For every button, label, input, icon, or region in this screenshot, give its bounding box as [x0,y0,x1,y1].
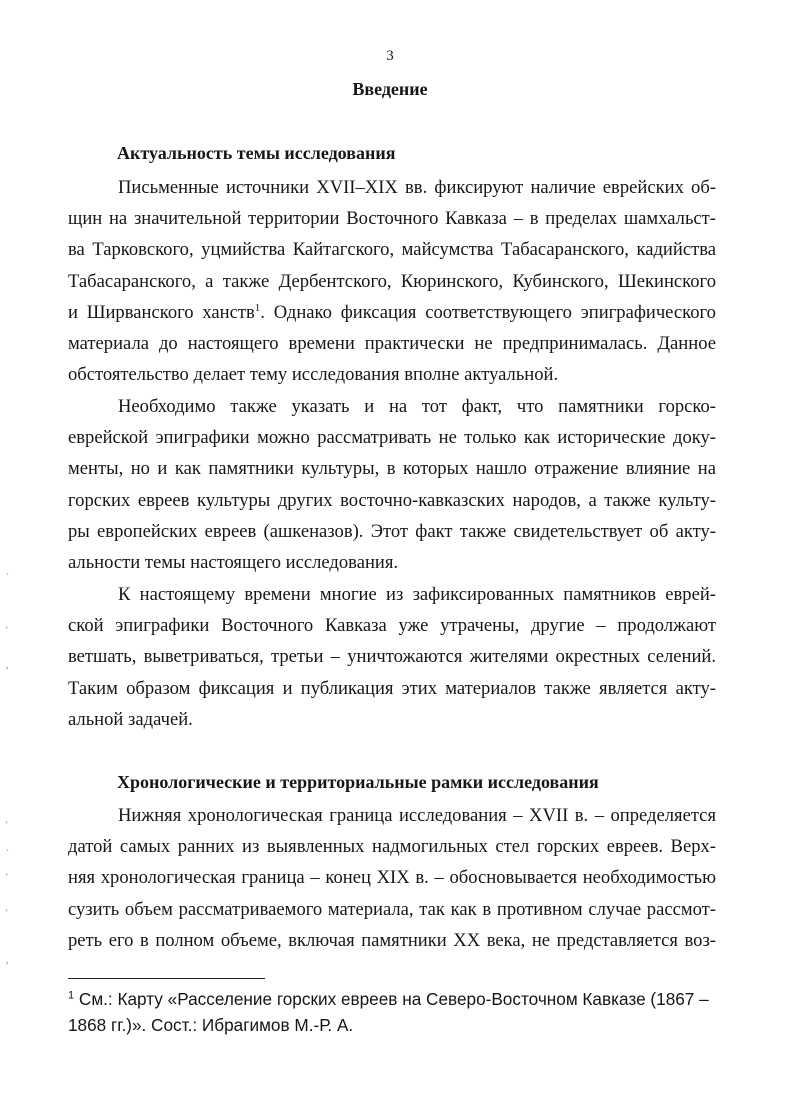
section-heading-relevance: Актуальность темы исследования [117,143,396,163]
text-line: материала до настоящего времени практически не предпринималась. Данное [68,332,716,354]
footnote-reference: 1 [254,301,261,314]
text-line-end: . Однако фиксация соответствующего эпиграфического [260,301,716,323]
footnote-line: 1868 гг.)». Сост.: Ибрагимов М.-Р. А. [68,1015,354,1035]
scan-mark: ` [6,572,9,582]
text-line: Письменные источники XVII–XIX вв. фиксируют наличие еврейских об- [118,177,716,198]
footnote-separator [68,978,265,979]
text-line: щин на значительной территории Восточного Кавказа – в пределах шамхальст- [68,208,716,230]
text-line: Табасаранского, а также Дербентского, Кюринского, Кубинского, Шекинского [68,270,716,292]
text-line: реть его в полном объеме, включая памятники XX века, не представляется воз- [68,929,716,951]
footnote-line [68,986,716,1012]
scan-mark: ' [6,872,8,882]
text-line: Нижняя хронологическая граница исследования – XVII в. – определяется [118,805,716,826]
text-line: ветшать, выветриваться, третьи – уничтожаются жителями окрестных селений. [68,646,716,668]
paragraph-scope-1 [68,800,716,956]
text-line: К настоящему времени многие из зафиксированных памятников еврей- [118,584,716,605]
paragraph-relevance-3 [68,579,716,735]
text-line: ры европейских евреев (ашкеназов). Этот факт также свидетельствует об акту- [68,520,716,542]
page-number: 3 [386,48,394,64]
scan-mark: ' [6,820,8,830]
text-line: альности темы настоящего исследования. [68,551,399,573]
scan-mark: ' [6,908,8,918]
text-line: менты, но и как памятники культуры, в которых нашло отражение влияние на [68,458,716,480]
text-line [68,297,716,328]
scan-mark: ' [6,625,8,635]
footnote [68,986,716,1038]
text-line: альной задачей. [68,708,193,730]
text-line: еврейской эпиграфики можно рассматривать не только как исторические доку- [68,427,716,449]
text-line: горских евреев культуры других восточно-кавказских народов, а также культу- [68,489,716,511]
scan-mark: , [6,955,9,965]
text-line: Необходимо также указать и на тот факт, что памятники горско- [118,396,716,417]
text-line: ва Тарковского, уцмийства Кайтагского, майсумства Табасаранского, кадийства [68,239,716,261]
paragraph-relevance-2 [68,391,716,578]
scan-mark: , [6,660,9,670]
text-line: ской эпиграфики Восточного Кавказа уже утрачены, другие – продолжают [68,615,716,637]
text-line: датой самых ранних из выявленных надмогильных стел горских евреев. Верх- [68,836,716,858]
scan-mark: ` [6,848,9,858]
section-heading-scope: Хронологические и территориальные рамки исследования [117,772,599,792]
page-title: Введение [352,79,428,99]
footnote-number: 1 [68,989,75,1002]
footnote-text: См.: Карту «Расселение горских евреев на Северо-Восточном Кавказе (1867 – [78,989,709,1009]
text-line: обстоятельство делает тему исследования вполне актуальной. [68,364,559,386]
paragraph-relevance-1 [68,172,716,390]
text-line-start: и Ширванского ханств [68,301,255,323]
text-line: сузить объем рассматриваемого материала, так как в противном случае рассмот- [68,898,716,920]
text-line: Таким образом фиксация и публикация этих материалов также является акту- [68,677,716,699]
text-line: няя хронологическая граница – конец XIX в. – обосновывается необходимостью [68,867,716,889]
